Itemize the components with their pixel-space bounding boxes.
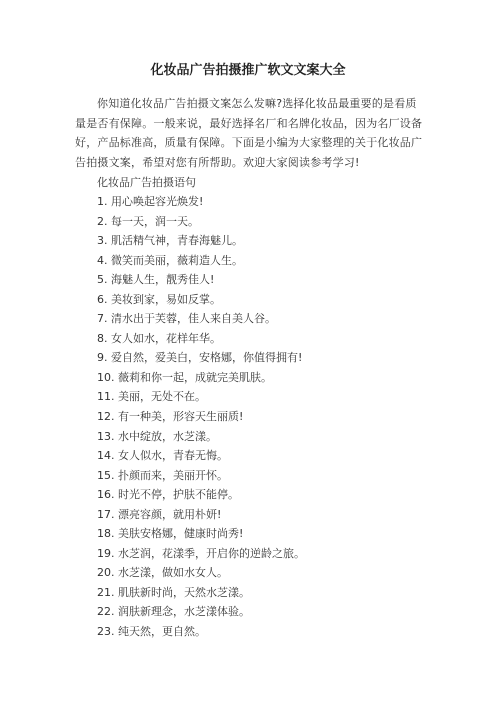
intro-paragraph: 你知道化妆品广告拍摄文案怎么发嘛?选择化妆品最重要的是看质量是否有保障。一般来说，最好选择名厂和名牌化妆品，因为名厂设备好，产品标准高，质量有保障。下面是小编为大家整理的关于化妆品广告拍摄文案，希望对您有所帮助。欢迎大家阅读参考学习! <box>75 97 423 169</box>
list-item: 18. 美肤安格娜，健康时尚秀! <box>97 527 244 541</box>
list-item: 16. 时光不停，护肤不能停。 <box>97 488 239 502</box>
list-item: 10. 薇莉和你一起，成就完美肌肤。 <box>97 370 272 384</box>
document-title: 化妆品广告拍摄推广软文文案大全 <box>150 63 346 78</box>
section-heading: 化妆品广告拍摄语句 <box>97 176 196 189</box>
list-item: 7. 清水出于芙蓉，佳人来自美人谷。 <box>97 312 276 326</box>
list-item: 20. 水芝漾，做如水女人。 <box>97 566 228 580</box>
list-item: 9. 爱自然，爱美白，安格娜，你值得拥有! <box>97 351 303 365</box>
list-item: 4. 微笑而美丽，薇莉造人生。 <box>97 253 243 267</box>
list-item: 12. 有一种美，形容天生丽质! <box>97 410 244 424</box>
list-item: 6. 美妆到家，易如反掌。 <box>97 292 221 306</box>
list-item: 17. 漂亮容颜，就用朴妍! <box>97 507 222 521</box>
slogan-list <box>97 192 305 642</box>
list-item: 3. 肌活精气神，青春海魅儿。 <box>97 234 243 248</box>
list-item: 8. 女人如水，花样年华。 <box>97 331 221 345</box>
list-item: 22. 润肤新理念，水芝漾体验。 <box>97 605 250 619</box>
list-item: 1. 用心唤起容光焕发! <box>97 195 204 208</box>
list-item: 15. 扑颜而来，美丽开怀。 <box>97 468 228 482</box>
list-item: 5. 海魅人生，靓秀佳人! <box>97 273 215 287</box>
list-item: 19. 水芝润，花漾季，开启你的逆龄之旅。 <box>97 546 305 560</box>
list-item: 23. 纯天然，更自然。 <box>97 625 206 639</box>
list-item: 21. 肌肤新时尚，天然水芝漾。 <box>97 585 250 599</box>
list-item: 13. 水中绽放，水芝漾。 <box>97 429 217 443</box>
list-item: 14. 女人似水，青春无悔。 <box>97 449 228 463</box>
list-item: 2. 每一天，润一天。 <box>97 214 199 228</box>
list-item: 11. 美丽，无处不在。 <box>97 390 206 404</box>
